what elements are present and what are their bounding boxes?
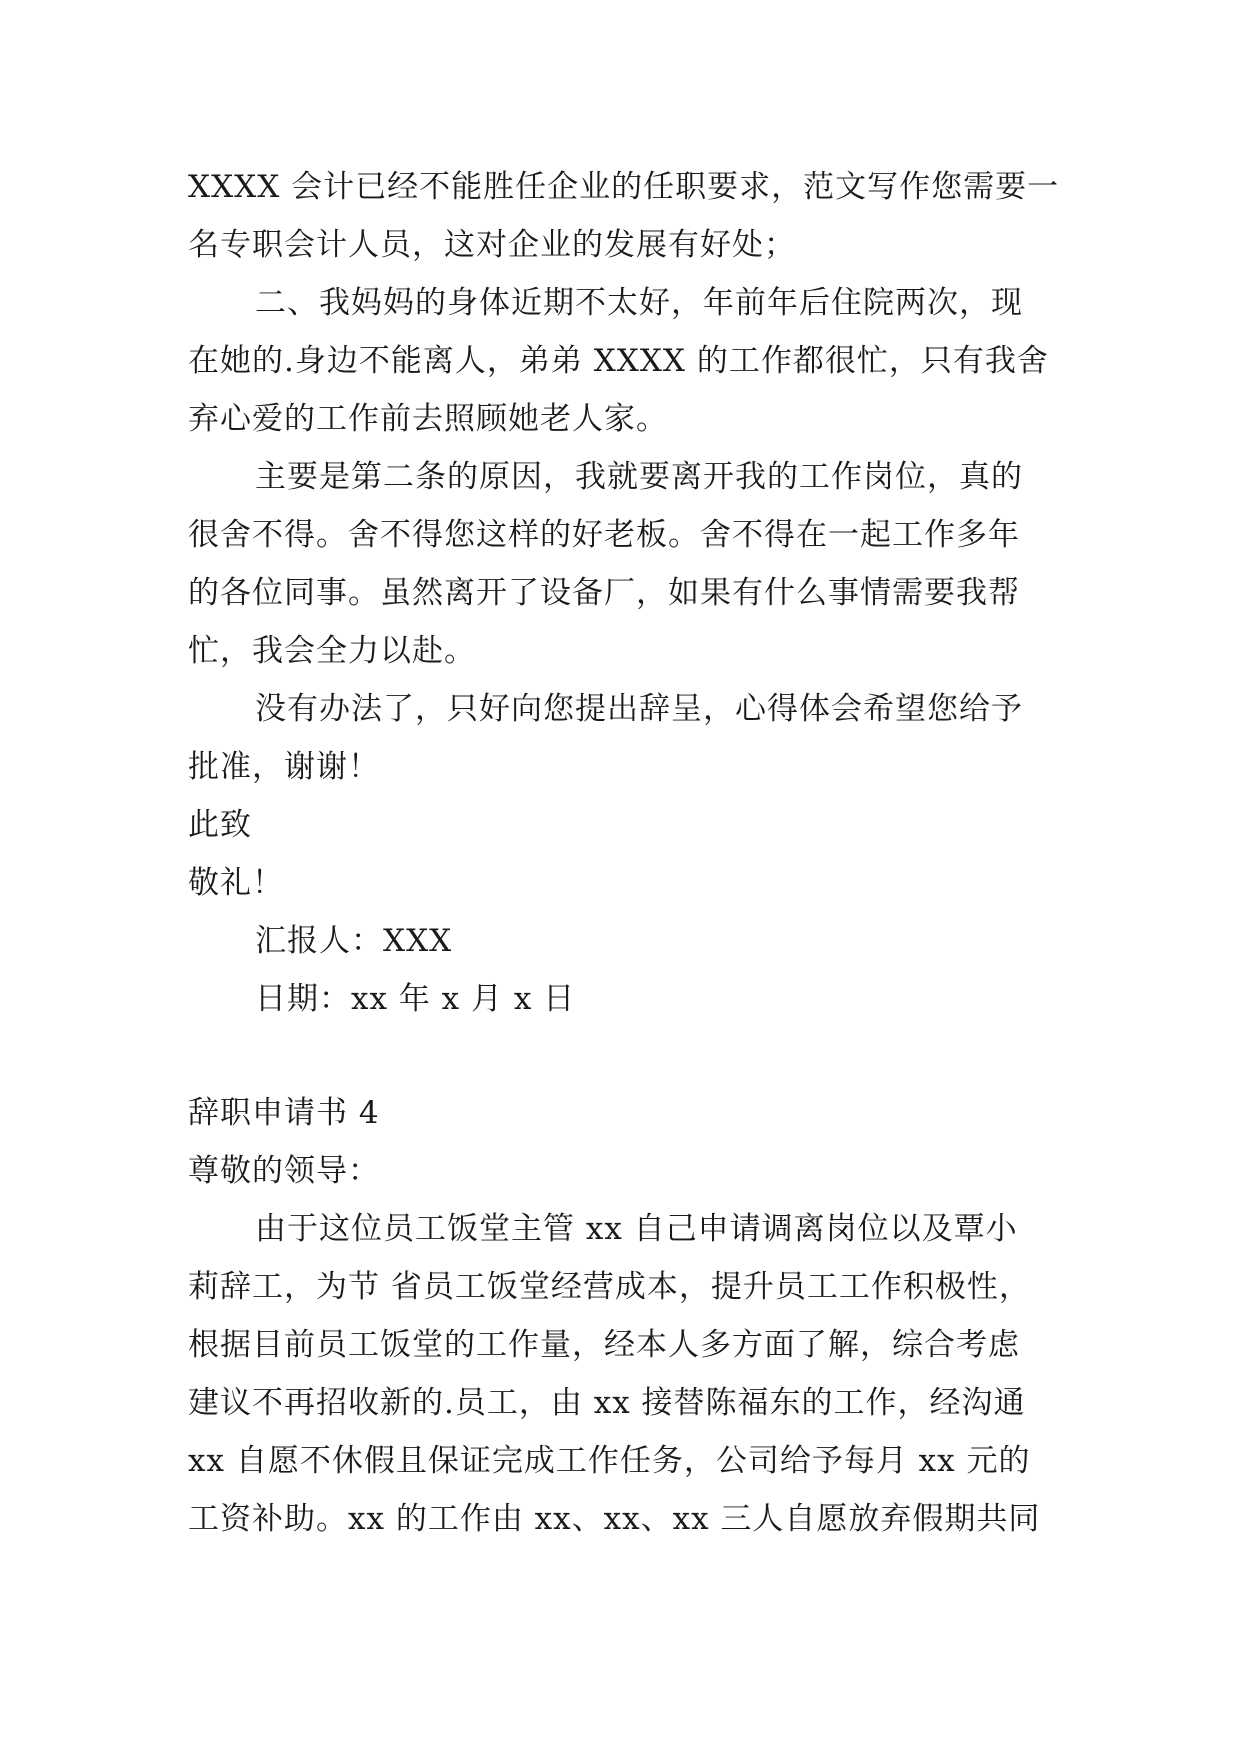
text-line: 工资补助。xx 的工作由 xx、xx、xx 三人自愿放弃假期共同 — [188, 1501, 1041, 1537]
text-line: 建议不再招收新的.员工，由 xx 接替陈福东的工作，经沟通 — [188, 1385, 1026, 1421]
text-line: 名专职会计人员，这对企业的发展有好处； — [188, 227, 796, 263]
paragraph-start-line: 主要是第二条的原因，我就要离开我的工作岗位，真的 — [255, 459, 1023, 495]
text-line: xx 自愿不休假且保证完成工作任务，公司给予每月 xx 元的 — [188, 1443, 1031, 1479]
text-line: 批准，谢谢！ — [188, 749, 380, 785]
text-line: 弃心爱的工作前去照顾她老人家。 — [188, 401, 668, 437]
signature-line: 汇报人：XXX — [255, 923, 453, 959]
date-line: 日期：xx 年 x 月 x 日 — [255, 981, 576, 1017]
text-line: 根据目前员工饭堂的工作量，经本人多方面了解，综合考虑 — [188, 1327, 1020, 1363]
paragraph-start-line: 没有办法了，只好向您提出辞呈，心得体会希望您给予 — [255, 691, 1023, 727]
text-line: 忙，我会全力以赴。 — [188, 633, 476, 669]
section-gap — [188, 1028, 1058, 1084]
section-title: 辞职申请书 4 — [188, 1095, 380, 1131]
greeting-line: 尊敬的领导： — [188, 1153, 380, 1189]
paragraph-start-line: 由于这位员工饭堂主管 xx 自己申请调离岗位以及覃小 — [255, 1211, 1018, 1247]
text-line: 莉辞工，为节 省员工饭堂经营成本，提升员工工作积极性， — [188, 1269, 1031, 1305]
text-line: 的各位同事。虽然离开了设备厂，如果有什么事情需要我帮 — [188, 575, 1020, 611]
document-page — [188, 158, 1058, 1548]
text-line: XXXX 会计已经不能胜任企业的任职要求，范文写作您需要一 — [188, 169, 1060, 205]
text-line: 在她的.身边不能离人，弟弟 XXXX 的工作都很忙，只有我舍 — [188, 343, 1049, 379]
paragraph-start-line: 二、我妈妈的身体近期不太好，年前年后住院两次，现 — [255, 285, 1023, 321]
text-line: 很舍不得。舍不得您这样的好老板。舍不得在一起工作多年 — [188, 517, 1020, 553]
closing-regards: 敬礼！ — [188, 865, 284, 901]
closing-salutation: 此致 — [188, 807, 252, 843]
